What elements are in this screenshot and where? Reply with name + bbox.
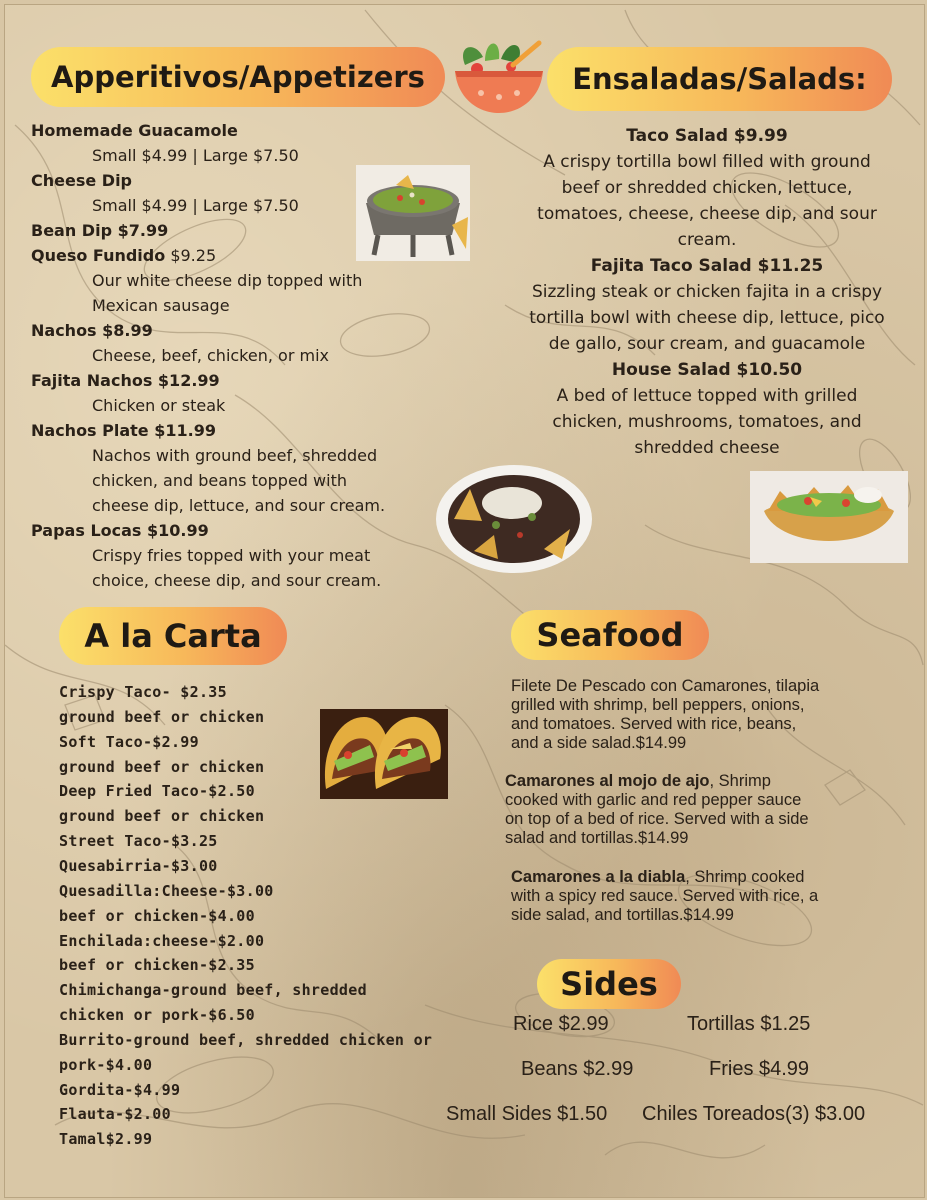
seafood-heading: [511, 610, 709, 660]
filete-line-4: and a side salad.$14.99: [511, 734, 687, 752]
diabla-line-2: with a spicy red sauce. Served with rice, a: [511, 887, 819, 905]
side-beans: Beans $2.99: [521, 1058, 634, 1080]
mojo-line-4: salad and tortillas.$14.99: [505, 829, 689, 847]
carta-line: Gordita-$4.99: [59, 1080, 181, 1099]
taco-salad-desc-4: cream.: [677, 230, 737, 250]
carta-line: Enchilada:cheese-$2.00: [59, 931, 265, 950]
house-salad-desc-3: shredded cheese: [634, 438, 780, 458]
filete-line-2: grilled with shrimp, bell peppers, onions,: [511, 696, 805, 714]
mojo-line-3: on top of a bed of rice. Served with a side: [505, 810, 809, 828]
nachos: Nachos $8.99: [31, 321, 153, 340]
cheese-dip-price: Small $4.99 | Large $7.50: [92, 196, 299, 215]
nachos-plate: Nachos Plate $11.99: [31, 421, 216, 440]
carta-line: Tamal$2.99: [59, 1130, 153, 1149]
guacamole-name: Homemade Guacamole: [31, 121, 238, 140]
appetizers-heading: [31, 47, 445, 107]
papas-desc-1: Crispy fries topped with your meat: [92, 546, 371, 565]
taco-salad-name: Taco Salad $9.99: [626, 126, 788, 146]
side-tortillas: Tortillas $1.25: [687, 1013, 811, 1035]
carta-line: Crispy Taco- $2.35: [59, 683, 227, 701]
carta-line: Quesabirria-$3.00: [59, 856, 218, 875]
carta-line: ground beef or chicken: [59, 707, 265, 726]
fajita-taco-salad-desc-3: de gallo, sour cream, and guacamole: [548, 334, 866, 354]
taco-salad-desc-1: A crispy tortilla bowl filled with ground: [543, 152, 871, 172]
tacos-photo: [320, 709, 448, 799]
carta-line: Chimichanga-ground beef, shredded: [59, 981, 367, 1000]
mojo-name: Camarones al mojo de ajo: [505, 772, 710, 790]
side-fries: Fries $4.99: [709, 1058, 810, 1080]
queso-desc-2: Mexican sausage: [92, 296, 230, 315]
fajita-taco-salad-desc-1: Sizzling steak or chicken fajita in a crispy: [531, 282, 883, 302]
mojo-line-2: cooked with garlic and red pepper sauce: [505, 791, 802, 809]
nachos-plate-desc-1: Nachos with ground beef, shredded: [92, 446, 378, 465]
fajita-nachos: Fajita Nachos $12.99: [31, 371, 220, 390]
sides-heading-text: Sides: [560, 965, 658, 1003]
house-salad-desc-2: chicken, mushrooms, tomatoes, and: [552, 412, 862, 432]
house-salad-name: House Salad $10.50: [611, 360, 803, 380]
bean-dip: Bean Dip $7.99: [31, 221, 169, 240]
side-rice: Rice $2.99: [513, 1013, 609, 1035]
nachos-plate-desc-2: chicken, and beans topped with: [92, 471, 347, 490]
carta-line: beef or chicken-$4.00: [59, 906, 255, 925]
fajita-taco-salad-name: Fajita Taco Salad $11.25: [590, 256, 824, 276]
seafood-heading-text: Seafood: [536, 616, 684, 654]
salads-heading-text: Ensaladas/Salads:: [572, 62, 867, 96]
diabla-text-1: , Shrimp cooked: [685, 868, 805, 886]
fajita-taco-salad-desc-2: tortilla bowl with cheese dip, lettuce, pico: [529, 308, 885, 328]
cheese-dip-name: Cheese Dip: [31, 171, 132, 190]
nachos-desc: Cheese, beef, chicken, or mix: [92, 346, 329, 365]
papas-desc-2: choice, cheese dip, and sour cream.: [92, 571, 382, 590]
sides-heading: [537, 959, 681, 1009]
carta-line: Deep Fried Taco-$2.50: [59, 782, 255, 801]
mojo-line-1: [505, 772, 771, 791]
salad-bowl-icon: [447, 35, 551, 117]
carta-line: Quesadilla:Cheese-$3.00: [59, 881, 274, 900]
carta-heading: [59, 607, 287, 665]
carta-line: chicken or pork-$6.50: [59, 1006, 255, 1025]
fajita-nachos-desc: Chicken or steak: [92, 396, 226, 415]
filete-line-1: Filete De Pescado con Camarones, tilapia: [511, 677, 820, 695]
carta-line: beef or chicken-$2.35: [59, 956, 255, 975]
guacamole-price: Small $4.99 | Large $7.50: [92, 146, 299, 165]
carta-line: Soft Taco-$2.99: [59, 732, 199, 751]
carta-heading-text: A la Carta: [84, 617, 262, 655]
nachos-plate-desc-3: cheese dip, lettuce, and sour cream.: [92, 496, 386, 515]
carta-line: Burrito-ground beef, shredded chicken or: [59, 1030, 433, 1049]
queso-fundido-name: Queso Fundido: [31, 246, 166, 265]
house-salad-desc-1: A bed of lettuce topped with grilled: [556, 386, 858, 406]
side-small-sides: Small Sides $1.50: [446, 1103, 608, 1125]
taco-salad-photo: [750, 471, 908, 563]
menu-page: [4, 4, 925, 1198]
carta-line: Flauta-$2.00: [59, 1105, 171, 1124]
salads-heading: [547, 47, 892, 111]
carta-line: ground beef or chicken: [59, 807, 265, 826]
queso-desc-1: Our white cheese dip topped with: [92, 271, 363, 290]
nachos-photo: [434, 459, 594, 575]
queso-fundido-price: $9.25: [165, 246, 217, 265]
papas-locas: Papas Locas $10.99: [31, 521, 209, 540]
carta-line: pork-$4.00: [59, 1055, 153, 1074]
diabla-name: Camarones a la diabla: [511, 868, 686, 886]
appetizers-heading-text: Apperitivos/Appetizers: [51, 60, 425, 94]
side-chiles: Chiles Toreados(3) $3.00: [642, 1103, 866, 1125]
filete-line-3: and tomatoes. Served with rice, beans,: [511, 715, 797, 733]
mojo-text-1: , Shrimp: [709, 772, 771, 790]
carta-line: Street Taco-$3.25: [59, 832, 218, 851]
carta-line: ground beef or chicken: [59, 757, 265, 776]
diabla-line-1: [511, 868, 804, 887]
guacamole-photo: [356, 165, 470, 261]
diabla-line-3: side salad, and tortillas.$14.99: [511, 906, 734, 924]
taco-salad-desc-3: tomatoes, cheese, cheese dip, and sour: [537, 204, 877, 224]
queso-fundido: [31, 243, 216, 268]
taco-salad-desc-2: beef or shredded chicken, lettuce,: [561, 178, 853, 198]
